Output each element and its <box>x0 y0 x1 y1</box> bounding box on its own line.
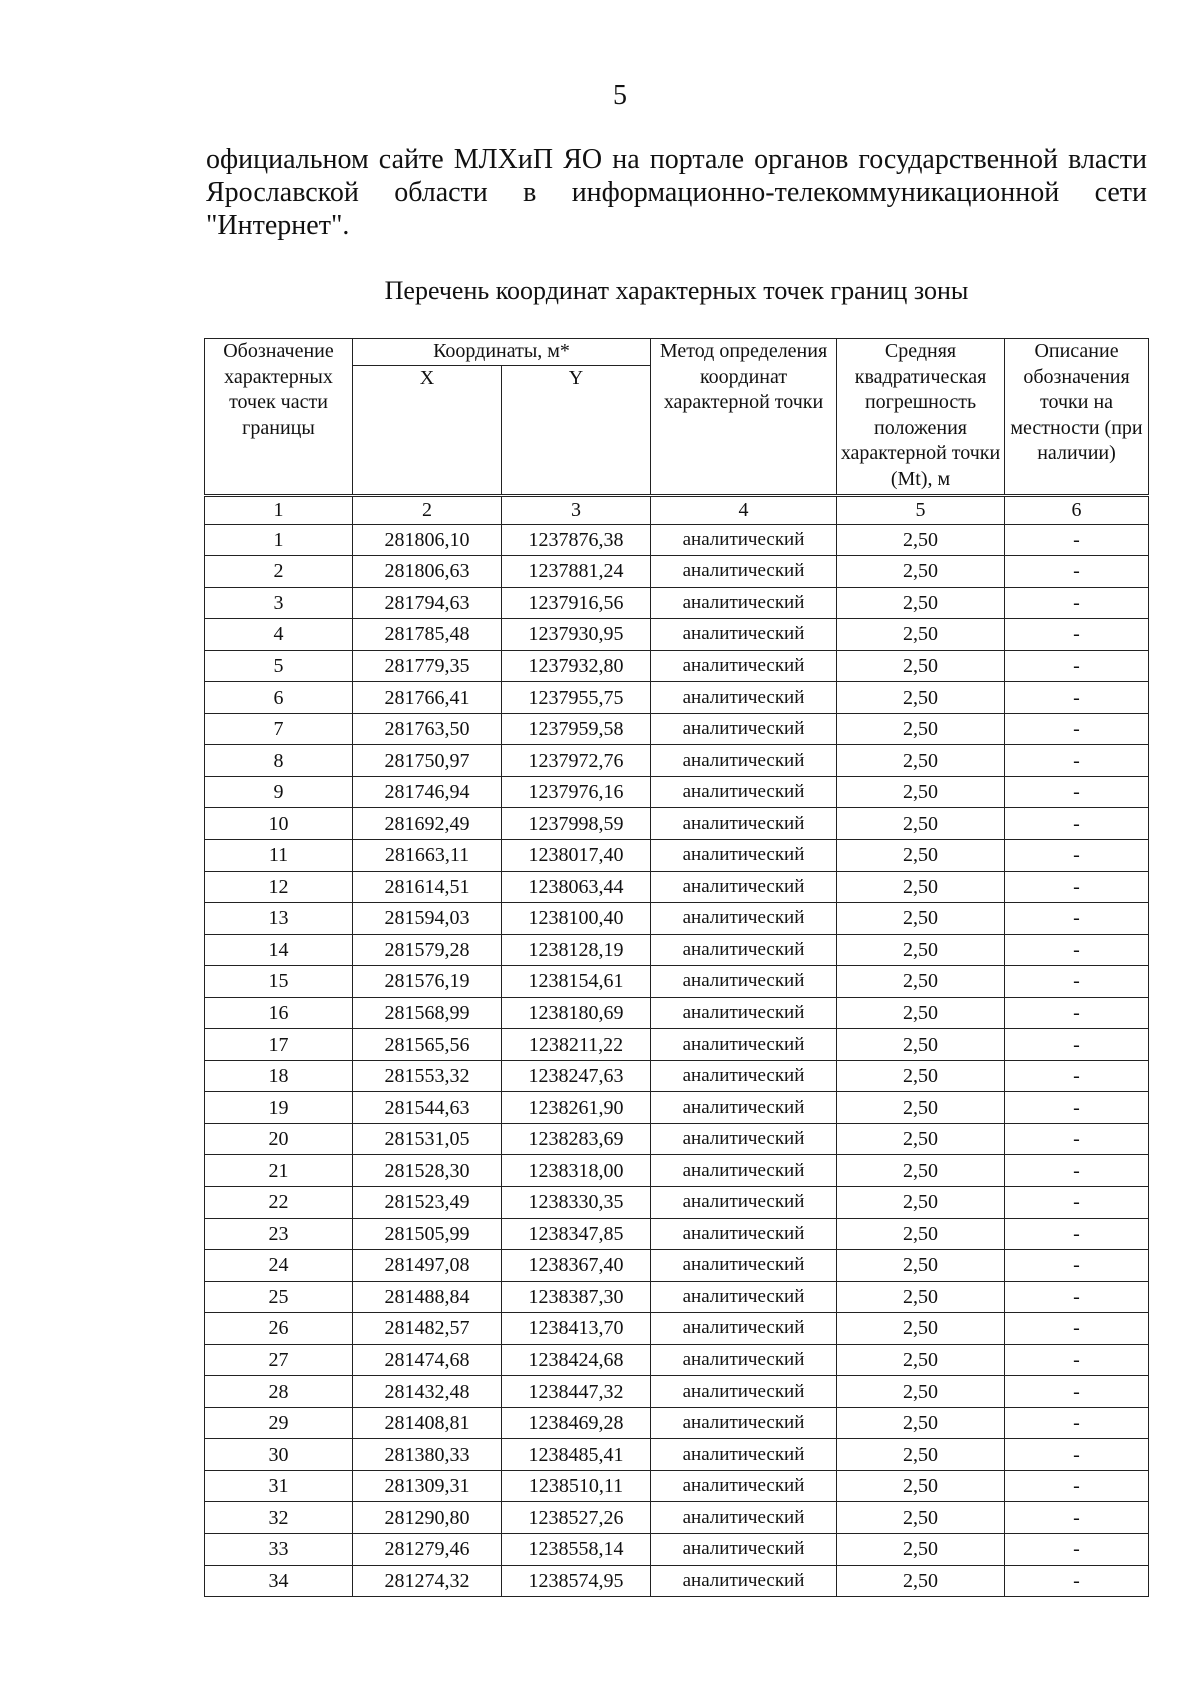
point-number-cell: 22 <box>205 1186 353 1218</box>
intro-line: "Интернет". <box>206 210 350 241</box>
table-row <box>205 1186 1149 1218</box>
y-cell: 1237932,80 <box>502 650 651 682</box>
y-cell: 1238180,69 <box>502 997 651 1029</box>
point-number-cell: 9 <box>205 776 353 808</box>
error-cell: 2,50 <box>837 1376 1005 1408</box>
error-cell: 2,50 <box>837 903 1005 935</box>
x-cell: 281663,11 <box>353 839 502 871</box>
header-method: Метод определения координат характерной точки <box>651 339 837 496</box>
y-cell: 1238211,22 <box>502 1029 651 1061</box>
description-cell: - <box>1005 1029 1149 1061</box>
point-number-cell: 7 <box>205 713 353 745</box>
table-row <box>205 1060 1149 1092</box>
table-row <box>205 1281 1149 1313</box>
x-cell: 281274,32 <box>353 1565 502 1597</box>
y-cell: 1238574,95 <box>502 1565 651 1597</box>
description-cell: - <box>1005 1407 1149 1439</box>
method-cell: аналитический <box>651 556 837 588</box>
table-row <box>205 650 1149 682</box>
point-number-cell: 11 <box>205 839 353 871</box>
error-cell: 2,50 <box>837 776 1005 808</box>
method-cell: аналитический <box>651 997 837 1029</box>
error-cell: 2,50 <box>837 1123 1005 1155</box>
y-cell: 1238469,28 <box>502 1407 651 1439</box>
table-row <box>205 1218 1149 1250</box>
x-cell: 281531,05 <box>353 1123 502 1155</box>
intro-paragraph <box>206 143 1147 242</box>
error-cell: 2,50 <box>837 966 1005 998</box>
error-cell: 2,50 <box>837 1029 1005 1061</box>
x-cell: 281380,33 <box>353 1439 502 1471</box>
description-cell: - <box>1005 1470 1149 1502</box>
method-cell: аналитический <box>651 1534 837 1566</box>
y-cell: 1237930,95 <box>502 619 651 651</box>
y-cell: 1237916,56 <box>502 587 651 619</box>
method-cell: аналитический <box>651 1092 837 1124</box>
method-cell: аналитический <box>651 1218 837 1250</box>
x-cell: 281779,35 <box>353 650 502 682</box>
point-number-cell: 6 <box>205 682 353 714</box>
table-row <box>205 1092 1149 1124</box>
header-y: Y <box>502 365 651 495</box>
error-cell: 2,50 <box>837 934 1005 966</box>
x-cell: 281785,48 <box>353 619 502 651</box>
y-cell: 1238154,61 <box>502 966 651 998</box>
table-row <box>205 903 1149 935</box>
table-row <box>205 871 1149 903</box>
x-cell: 281482,57 <box>353 1313 502 1345</box>
point-number-cell: 12 <box>205 871 353 903</box>
method-cell: аналитический <box>651 776 837 808</box>
column-number: 6 <box>1005 495 1149 524</box>
method-cell: аналитический <box>651 966 837 998</box>
point-number-cell: 30 <box>205 1439 353 1471</box>
header-error: Средняя квадратическая погрешность положения характерной точки (Mt), м <box>837 339 1005 496</box>
point-number-cell: 28 <box>205 1376 353 1408</box>
description-cell: - <box>1005 1250 1149 1282</box>
error-cell: 2,50 <box>837 713 1005 745</box>
point-number-cell: 3 <box>205 587 353 619</box>
table-row <box>205 713 1149 745</box>
error-cell: 2,50 <box>837 1155 1005 1187</box>
y-cell: 1237976,16 <box>502 776 651 808</box>
table-row <box>205 1565 1149 1597</box>
table-row <box>205 619 1149 651</box>
table-row <box>205 1534 1149 1566</box>
y-cell: 1237972,76 <box>502 745 651 777</box>
description-cell: - <box>1005 839 1149 871</box>
y-cell: 1237955,75 <box>502 682 651 714</box>
error-cell: 2,50 <box>837 745 1005 777</box>
table-row <box>205 1123 1149 1155</box>
method-cell: аналитический <box>651 1155 837 1187</box>
x-cell: 281432,48 <box>353 1376 502 1408</box>
table-row <box>205 997 1149 1029</box>
x-cell: 281750,97 <box>353 745 502 777</box>
y-cell: 1238247,63 <box>502 1060 651 1092</box>
point-number-cell: 19 <box>205 1092 353 1124</box>
y-cell: 1238100,40 <box>502 903 651 935</box>
y-cell: 1238261,90 <box>502 1092 651 1124</box>
table-row <box>205 682 1149 714</box>
point-number-cell: 1 <box>205 524 353 556</box>
error-cell: 2,50 <box>837 1281 1005 1313</box>
description-cell: - <box>1005 934 1149 966</box>
point-number-cell: 21 <box>205 1155 353 1187</box>
description-cell: - <box>1005 1060 1149 1092</box>
error-cell: 2,50 <box>837 1092 1005 1124</box>
method-cell: аналитический <box>651 745 837 777</box>
y-cell: 1238387,30 <box>502 1281 651 1313</box>
x-cell: 281576,19 <box>353 966 502 998</box>
x-cell: 281594,03 <box>353 903 502 935</box>
x-cell: 281766,41 <box>353 682 502 714</box>
y-cell: 1238017,40 <box>502 839 651 871</box>
description-cell: - <box>1005 997 1149 1029</box>
error-cell: 2,50 <box>837 556 1005 588</box>
table-row <box>205 745 1149 777</box>
x-cell: 281505,99 <box>353 1218 502 1250</box>
y-cell: 1238510,11 <box>502 1470 651 1502</box>
method-cell: аналитический <box>651 1250 837 1282</box>
point-number-cell: 34 <box>205 1565 353 1597</box>
point-number-cell: 32 <box>205 1502 353 1534</box>
x-cell: 281528,30 <box>353 1155 502 1187</box>
table-row <box>205 524 1149 556</box>
y-cell: 1238367,40 <box>502 1250 651 1282</box>
y-cell: 1238063,44 <box>502 871 651 903</box>
method-cell: аналитический <box>651 808 837 840</box>
table-row <box>205 839 1149 871</box>
column-number: 5 <box>837 495 1005 524</box>
x-cell: 281279,46 <box>353 1534 502 1566</box>
coordinates-table <box>204 338 1149 1597</box>
point-number-cell: 2 <box>205 556 353 588</box>
table-row <box>205 1376 1149 1408</box>
description-cell: - <box>1005 871 1149 903</box>
table-row <box>205 1155 1149 1187</box>
intro-line: официальном сайте МЛХиП ЯО на портале органов государственной власти <box>206 144 1147 175</box>
method-cell: аналитический <box>651 1344 837 1376</box>
x-cell: 281474,68 <box>353 1344 502 1376</box>
table-row <box>205 1439 1149 1471</box>
column-number: 2 <box>353 495 502 524</box>
point-number-cell: 15 <box>205 966 353 998</box>
page-number: 5 <box>613 80 627 111</box>
x-cell: 281497,08 <box>353 1250 502 1282</box>
y-cell: 1238424,68 <box>502 1344 651 1376</box>
method-cell: аналитический <box>651 871 837 903</box>
description-cell: - <box>1005 587 1149 619</box>
y-cell: 1238318,00 <box>502 1155 651 1187</box>
error-cell: 2,50 <box>837 1439 1005 1471</box>
header-coordinates: Координаты, м* <box>353 339 651 366</box>
error-cell: 2,50 <box>837 587 1005 619</box>
description-cell: - <box>1005 1534 1149 1566</box>
column-number: 1 <box>205 495 353 524</box>
method-cell: аналитический <box>651 1186 837 1218</box>
x-cell: 281553,32 <box>353 1060 502 1092</box>
column-number-row <box>205 495 1149 524</box>
method-cell: аналитический <box>651 1123 837 1155</box>
description-cell: - <box>1005 1344 1149 1376</box>
error-cell: 2,50 <box>837 1534 1005 1566</box>
y-cell: 1238413,70 <box>502 1313 651 1345</box>
x-cell: 281568,99 <box>353 997 502 1029</box>
error-cell: 2,50 <box>837 619 1005 651</box>
x-cell: 281544,63 <box>353 1092 502 1124</box>
method-cell: аналитический <box>651 1407 837 1439</box>
description-cell: - <box>1005 1376 1149 1408</box>
table-row <box>205 556 1149 588</box>
point-number-cell: 23 <box>205 1218 353 1250</box>
description-cell: - <box>1005 713 1149 745</box>
table-row <box>205 966 1149 998</box>
header-x: X <box>353 365 502 495</box>
table-row <box>205 1250 1149 1282</box>
error-cell: 2,50 <box>837 1565 1005 1597</box>
y-cell: 1237876,38 <box>502 524 651 556</box>
point-number-cell: 17 <box>205 1029 353 1061</box>
point-number-cell: 25 <box>205 1281 353 1313</box>
point-number-cell: 29 <box>205 1407 353 1439</box>
point-number-cell: 20 <box>205 1123 353 1155</box>
table-row <box>205 808 1149 840</box>
x-cell: 281614,51 <box>353 871 502 903</box>
method-cell: аналитический <box>651 1439 837 1471</box>
method-cell: аналитический <box>651 903 837 935</box>
description-cell: - <box>1005 1281 1149 1313</box>
method-cell: аналитический <box>651 650 837 682</box>
description-cell: - <box>1005 903 1149 935</box>
description-cell: - <box>1005 1502 1149 1534</box>
y-cell: 1238330,35 <box>502 1186 651 1218</box>
x-cell: 281523,49 <box>353 1186 502 1218</box>
error-cell: 2,50 <box>837 871 1005 903</box>
x-cell: 281794,63 <box>353 587 502 619</box>
description-cell: - <box>1005 966 1149 998</box>
y-cell: 1238283,69 <box>502 1123 651 1155</box>
error-cell: 2,50 <box>837 1218 1005 1250</box>
table-title: Перечень координат характерных точек границ зоны <box>384 276 969 305</box>
table-row <box>205 1407 1149 1439</box>
method-cell: аналитический <box>651 1565 837 1597</box>
point-number-cell: 31 <box>205 1470 353 1502</box>
description-cell: - <box>1005 619 1149 651</box>
method-cell: аналитический <box>651 713 837 745</box>
method-cell: аналитический <box>651 587 837 619</box>
header-description: Описание обозначения точки на местности (при наличии) <box>1005 339 1149 496</box>
method-cell: аналитический <box>651 524 837 556</box>
point-number-cell: 10 <box>205 808 353 840</box>
method-cell: аналитический <box>651 1060 837 1092</box>
table-row <box>205 1502 1149 1534</box>
point-number-cell: 14 <box>205 934 353 966</box>
x-cell: 281806,63 <box>353 556 502 588</box>
method-cell: аналитический <box>651 682 837 714</box>
description-cell: - <box>1005 1565 1149 1597</box>
error-cell: 2,50 <box>837 1344 1005 1376</box>
description-cell: - <box>1005 808 1149 840</box>
y-cell: 1238527,26 <box>502 1502 651 1534</box>
y-cell: 1238347,85 <box>502 1218 651 1250</box>
point-number-cell: 8 <box>205 745 353 777</box>
point-number-cell: 33 <box>205 1534 353 1566</box>
method-cell: аналитический <box>651 1502 837 1534</box>
y-cell: 1237998,59 <box>502 808 651 840</box>
description-cell: - <box>1005 1186 1149 1218</box>
point-number-cell: 24 <box>205 1250 353 1282</box>
y-cell: 1237959,58 <box>502 713 651 745</box>
intro-line: Ярославской области в информационно-телекоммуникационной сети <box>206 177 1147 208</box>
description-cell: - <box>1005 1313 1149 1345</box>
point-number-cell: 5 <box>205 650 353 682</box>
description-cell: - <box>1005 650 1149 682</box>
error-cell: 2,50 <box>837 1502 1005 1534</box>
error-cell: 2,50 <box>837 997 1005 1029</box>
method-cell: аналитический <box>651 1029 837 1061</box>
x-cell: 281806,10 <box>353 524 502 556</box>
description-cell: - <box>1005 1218 1149 1250</box>
description-cell: - <box>1005 556 1149 588</box>
error-cell: 2,50 <box>837 1470 1005 1502</box>
error-cell: 2,50 <box>837 1186 1005 1218</box>
error-cell: 2,50 <box>837 1250 1005 1282</box>
description-cell: - <box>1005 1123 1149 1155</box>
error-cell: 2,50 <box>837 682 1005 714</box>
method-cell: аналитический <box>651 1376 837 1408</box>
y-cell: 1238128,19 <box>502 934 651 966</box>
error-cell: 2,50 <box>837 1407 1005 1439</box>
y-cell: 1238558,14 <box>502 1534 651 1566</box>
column-number: 3 <box>502 495 651 524</box>
description-cell: - <box>1005 682 1149 714</box>
x-cell: 281692,49 <box>353 808 502 840</box>
x-cell: 281309,31 <box>353 1470 502 1502</box>
description-cell: - <box>1005 524 1149 556</box>
method-cell: аналитический <box>651 1281 837 1313</box>
point-number-cell: 18 <box>205 1060 353 1092</box>
method-cell: аналитический <box>651 1470 837 1502</box>
y-cell: 1237881,24 <box>502 556 651 588</box>
table-row <box>205 1470 1149 1502</box>
error-cell: 2,50 <box>837 839 1005 871</box>
y-cell: 1238485,41 <box>502 1439 651 1471</box>
x-cell: 281565,56 <box>353 1029 502 1061</box>
description-cell: - <box>1005 1439 1149 1471</box>
description-cell: - <box>1005 745 1149 777</box>
point-number-cell: 13 <box>205 903 353 935</box>
description-cell: - <box>1005 1155 1149 1187</box>
error-cell: 2,50 <box>837 808 1005 840</box>
method-cell: аналитический <box>651 934 837 966</box>
description-cell: - <box>1005 776 1149 808</box>
error-cell: 2,50 <box>837 650 1005 682</box>
x-cell: 281488,84 <box>353 1281 502 1313</box>
table-row <box>205 934 1149 966</box>
point-number-cell: 4 <box>205 619 353 651</box>
table-row <box>205 1313 1149 1345</box>
point-number-cell: 27 <box>205 1344 353 1376</box>
method-cell: аналитический <box>651 619 837 651</box>
point-number-cell: 26 <box>205 1313 353 1345</box>
table-row <box>205 587 1149 619</box>
point-number-cell: 16 <box>205 997 353 1029</box>
table-row <box>205 1029 1149 1061</box>
error-cell: 2,50 <box>837 524 1005 556</box>
column-number: 4 <box>651 495 837 524</box>
error-cell: 2,50 <box>837 1060 1005 1092</box>
x-cell: 281763,50 <box>353 713 502 745</box>
table-body <box>205 524 1149 1597</box>
x-cell: 281408,81 <box>353 1407 502 1439</box>
table-row <box>205 1344 1149 1376</box>
y-cell: 1238447,32 <box>502 1376 651 1408</box>
x-cell: 281290,80 <box>353 1502 502 1534</box>
x-cell: 281746,94 <box>353 776 502 808</box>
method-cell: аналитический <box>651 839 837 871</box>
table-row <box>205 776 1149 808</box>
description-cell: - <box>1005 1092 1149 1124</box>
x-cell: 281579,28 <box>353 934 502 966</box>
method-cell: аналитический <box>651 1313 837 1345</box>
error-cell: 2,50 <box>837 1313 1005 1345</box>
header-point: Обозначение характерных точек части границы <box>205 339 353 496</box>
